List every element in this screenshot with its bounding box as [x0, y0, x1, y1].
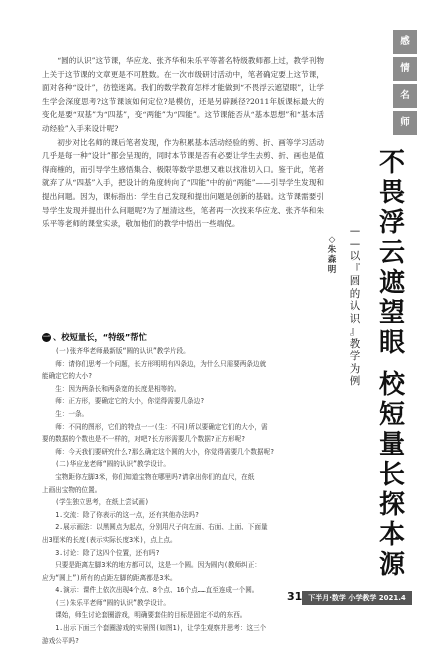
lesson-line: 出3厘米的长度(表示实际长度3米)，点上点。: [42, 535, 177, 544]
author-char: ◇: [328, 235, 336, 245]
lesson-line: 生：因为两条长和两条宽的长度是相等的。: [55, 384, 181, 393]
lesson-line: 生：一条。: [55, 409, 89, 418]
subtitle-char: 识: [349, 312, 361, 325]
title-char: 短: [378, 400, 405, 430]
title-char: 浮: [378, 208, 405, 238]
author-char: 明: [327, 265, 337, 275]
column-tag: 感: [393, 30, 417, 54]
column-tag: 名: [393, 84, 417, 108]
subtitle-char: 认: [349, 300, 361, 312]
lesson-line: 1.交流：除了你表示的这一点，还有其他办法吗?: [55, 510, 199, 519]
author-char: 朱: [327, 245, 337, 255]
lesson-line: 课始，师生讨论套圈游戏，明确要套住的目标是固定不动的东西。: [55, 611, 247, 620]
column-tag: 情: [393, 57, 417, 81]
title-gap: [372, 358, 412, 370]
lesson-line: 师：请你们思考一个问题，长方形明明有四条边，为什么只需要两条边就: [55, 359, 267, 368]
vertical-title: [372, 148, 412, 580]
title-char: 不: [378, 148, 405, 178]
lesson-line: 游戏公平吗?: [42, 636, 79, 645]
journal-banner: 下半月·数学 小学教学 2021.4: [302, 591, 412, 605]
section-title: 、校短量长，“特级”帮忙: [53, 332, 147, 342]
subtitle-char: 例: [349, 375, 361, 387]
author-char: 森: [327, 255, 337, 265]
lesson-line: 宝物距你左脚3米，你们知道宝物在哪里吗?请拿出你们的直尺，在纸: [55, 472, 255, 481]
lesson-line: 4.演示：课件上依次出现4个点、8个点、16个点……直至连成一个圆。: [55, 586, 259, 595]
section-head-row: [42, 330, 324, 344]
title-char: 本: [378, 520, 405, 550]
lesson-line: 应为“圆上”)所有的点距左脚的距离都是3米。: [42, 573, 177, 582]
lesson-line: (一)张齐华老师最新版“圆的认识”教学片段。: [55, 347, 190, 355]
column-tag-stack: [393, 30, 417, 138]
subtitle-char: 』: [349, 325, 361, 337]
lesson-line: 2.展示画法：以黑圆点为起点，分别用尺子向左面、右面、上面、下面量: [55, 523, 268, 532]
paragraph: 初步对比名师的课后笔者发现，作为积累基本活动经验的剪、折、画等学习活动几乎是每一种“设计”都会呈现的，同时本节课是否有必要让学生去剪、折、画也是值得商榷的，而引导学生感悟集合、极限等数学思想又难以找准切入口。鉴于此，笔者就弃了从“四基”入手，把设计的角度转向了“四能”中的前“两能”——引导学生发现和提出问题。因为，课标指出：学生自己发现和提出问题是创新的基础。这节课需要引导学生发现并提出什么问题呢?为了厘清这些，笔者再一次找来华应龙、张齐华和朱乐平等老师的课堂实录，敬加他们的教学中悟出一些端倪。: [42, 137, 324, 229]
page-number: 31: [287, 590, 303, 603]
vertical-subtitle: [346, 225, 364, 388]
lesson-line: 能确定它的大小?: [42, 372, 93, 381]
vertical-author: [325, 235, 339, 275]
title-char: 量: [378, 430, 405, 460]
subtitle-char: —: [349, 225, 361, 237]
subtitle-char: 为: [349, 362, 361, 375]
lesson-line: (二)华应龙老师“圆的认识”教学设计。: [55, 460, 170, 469]
lesson-line: (学生独立思考，在纸上尝试画): [55, 498, 149, 507]
title-char: 探: [378, 490, 405, 520]
subtitle-char: 『: [349, 262, 361, 275]
title-char: 畏: [378, 178, 405, 208]
lesson-line: 要的数据的个数也是不一样的，对吧?长方形需要几个数据?正方形呢?: [42, 435, 246, 444]
lesson-line: 师：今天我们要研究什么?那么确定这个圆的大小，你觉得需要几个数据呢?: [55, 447, 275, 456]
title-char: 遮: [378, 268, 405, 298]
lesson-line: (三)朱乐平老师“圆的认识”教学设计。: [55, 598, 170, 607]
subtitle-char: 教: [349, 337, 361, 350]
article-body: [42, 54, 324, 231]
lesson-line: 只要是距离左脚3米的地方都可以，这是一个圆。因为圆内(教师纠正：: [55, 561, 261, 570]
column-tag: 师: [393, 111, 417, 135]
lesson-line: 师：正方形，要确定它的大小，你觉得需要几条边?: [55, 397, 205, 406]
subtitle-char: —: [349, 237, 361, 250]
title-char: 望: [378, 298, 405, 328]
title-char: 云: [378, 238, 405, 268]
subtitle-char: 以: [349, 250, 361, 262]
page-footer: [0, 588, 427, 608]
lesson-line: 师：不同的图形，它们的特点一一(生：不同)所以要确定它们的大小，需: [55, 422, 268, 431]
subtitle-char: 学: [349, 350, 361, 362]
lesson-line: 3.讨论：除了这四个位置，还有吗?: [55, 548, 160, 557]
paragraph: “圆的认识”这节课，华应龙、张齐华和朱乐平等著名特级教师都上过，教学刊物上关于这节课的文章更是不可胜数。在一次市级研讨活动中，笔者确定要上这节课，面对各种“设计”，彷徨迷离。我们的数学教育怎样才能做到“不畏浮云遮望眼”，让学生学会深度思考?这节课该如何定位?是模仿，还是另辟蹊径?2011年版课标最大的变化是要“双基”为“四基”，变“两能”为“四能”。这节课能否从“基本思想”和“基本活动经验”入手来设计呢?: [42, 56, 324, 133]
lesson-line: 1.出示下面三个套圈游戏的实景图(如图1)，让学生观察并思考：这三个: [55, 624, 267, 633]
section-heading: [42, 330, 324, 344]
subtitle-char: 的: [349, 287, 361, 300]
title-char: 校: [378, 370, 405, 400]
lesson-line: 上画出宝物的位置。: [42, 485, 102, 494]
section-number-badge: 一: [43, 332, 50, 341]
title-char: 眼: [378, 328, 405, 358]
title-char: 长: [378, 460, 405, 490]
subtitle-char: 圆: [349, 275, 361, 287]
title-char: 源: [378, 550, 405, 580]
